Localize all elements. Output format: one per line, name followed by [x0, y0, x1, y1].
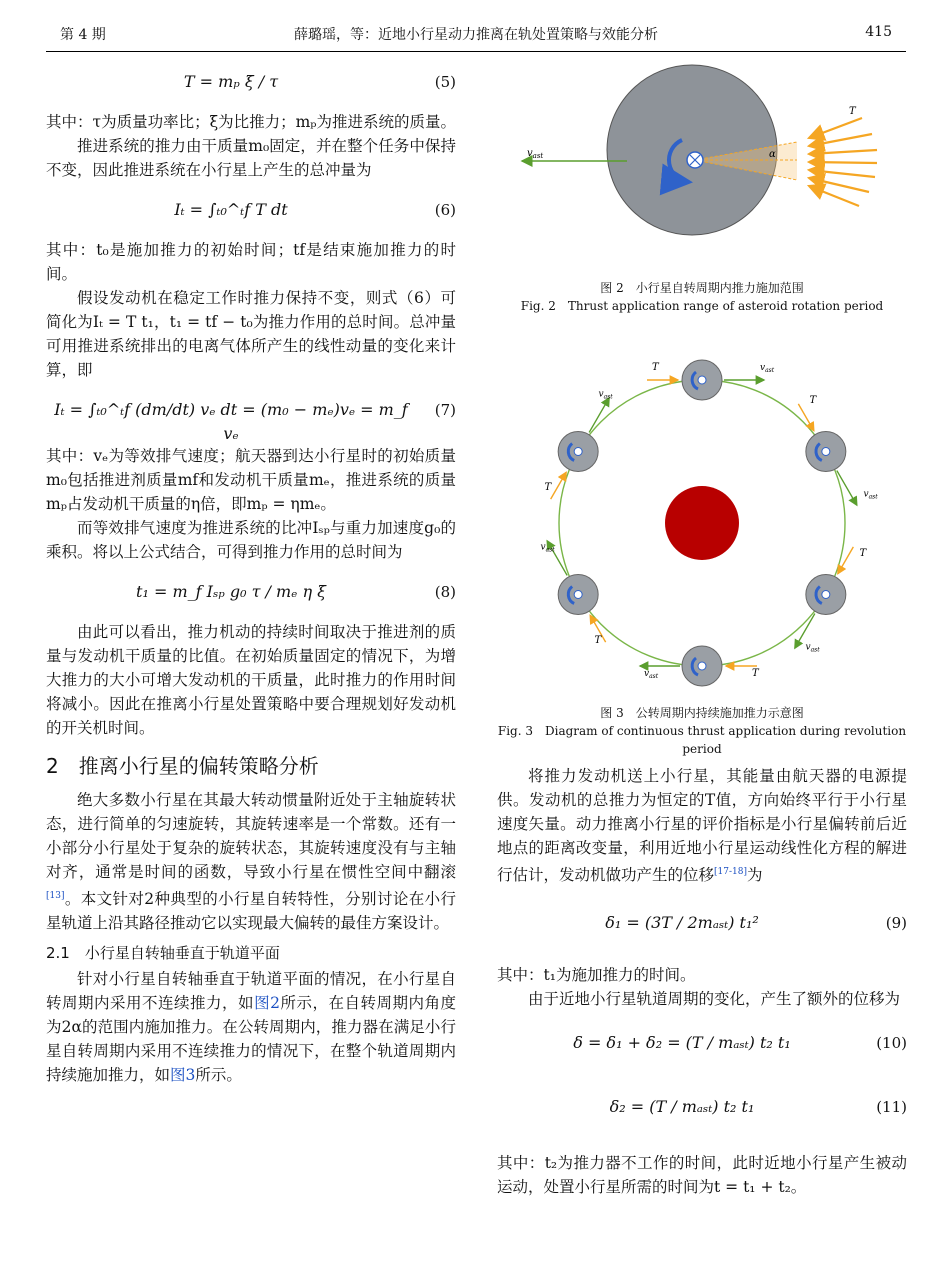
equation-8-formula: t₁ = m_f Iₛₚ g₀ τ / mₑ η ξ: [136, 582, 326, 601]
velocity-label: $v_{ast}$: [644, 669, 659, 680]
thrust-label: T: [652, 362, 659, 373]
text-span: 所示，在自转周期内角度为2α的范围内施加推力。在公转周期内，推力器在满足小行星自转周期内采用不连续推力的情况下，在整个轨道周期内持续施加推力，如: [46, 994, 456, 1085]
right-column: [497, 764, 907, 1199]
equation-7: [46, 390, 456, 443]
spacecraft-icon: [698, 376, 706, 384]
thrust-label: T: [594, 634, 602, 646]
section-heading: 2 推离小行星的偏转策略分析: [46, 754, 319, 778]
figure-3-caption-en: Fig. 3 Diagram of continuous thrust application during revolution period: [497, 724, 907, 756]
thrust-arrow: [798, 404, 814, 431]
equation-7-number: (7): [434, 401, 456, 419]
figure-3-diagram: [497, 340, 907, 700]
header-rule: [46, 51, 906, 52]
equation-5-formula: T = mₚ ξ / τ: [183, 72, 279, 91]
spacecraft-icon: [822, 591, 830, 599]
equation-6-number: (6): [434, 201, 456, 219]
paragraph: 其中：τ为质量功率比；ξ为比推力；mₚ为推进系统的质量。: [46, 113, 457, 131]
left-column: [46, 62, 456, 1087]
equation-10-formula: δ = δ₁ + δ₂ = (T / mₐₛₜ) t₂ t₁: [573, 1033, 791, 1053]
equation-9-formula: δ₁ = (3T / 2mₐₛₜ) t₁²: [605, 913, 759, 933]
paragraph: [497, 764, 907, 887]
velocity-label: $v_{ast}$: [805, 642, 820, 654]
velocity-arrow: [837, 471, 857, 506]
velocity-label: $v_{ast}$: [540, 542, 555, 554]
velocity-label: $v_{ast}$: [527, 148, 544, 160]
thrust-label: T: [859, 548, 867, 560]
paragraph: [46, 788, 456, 935]
figure-2-caption-cn: 图 2 小行星自转周期内推力施加范围: [600, 281, 804, 295]
paragraph: 推进系统的推力由干质量m₀固定，并在整个任务中保持不变，因此推进系统在小行星上产生的总冲量为: [46, 137, 456, 179]
paragraph: 其中：vₑ为等效排气速度；航天器到达小行星时的初始质量m₀包括推进剂质量mf和发动机干质量mₑ，推进系统的质量mₚ占发动机干质量的η倍，即mₚ = ηmₑ。: [46, 447, 456, 513]
equation-10-number: (10): [876, 1034, 907, 1053]
spacecraft-icon: [698, 662, 706, 670]
equation-5: [46, 62, 456, 102]
equation-6-formula: Iₜ = ∫ₜ₀^ₜf T dt: [174, 200, 288, 219]
paragraph: 其中：t₀是施加推力的初始时间；tf是结束施加推力的时间。: [46, 241, 456, 283]
equation-11: [497, 1087, 907, 1143]
equation-7-formula: Iₜ = ∫ₜ₀^ₜf (dm/dt) vₑ dt = (m₀ − mₑ)vₑ = m_f vₑ: [54, 400, 408, 443]
equation-5-number: (5): [434, 73, 456, 91]
figure-3-link[interactable]: 图3: [170, 1066, 196, 1085]
figure-2-link[interactable]: 图2: [254, 994, 280, 1013]
text-span: 绝大多数小行星在其最大转动惯量附近处于主轴旋转状态，进行简单的匀速旋转，其旋转速率是一个常数。还有一小部分小行星处于复杂的旋转状态，其旋转速度没有与主轴对齐，通常是时间的函数，导致小行星在惯性空间中翻滚: [46, 791, 456, 881]
page-number: 415: [865, 24, 892, 40]
paragraph: [46, 967, 456, 1087]
text-span: 针对小行星自转轴垂直于轨道平面的情况，在小行星自转周期内采用不连续推力，如: [46, 970, 456, 1013]
text-span: 为: [746, 866, 763, 885]
equation-9: [497, 903, 907, 955]
sun: [665, 486, 739, 560]
figure-2-caption-en: Fig. 2 Thrust application range of asteroid rotation period: [520, 299, 884, 313]
subsection-heading: 2.1 小行星自转轴垂直于轨道平面: [46, 944, 280, 963]
figure-2: [497, 60, 907, 315]
alpha-label: α: [769, 149, 776, 160]
equation-6: [46, 190, 456, 230]
thrust-arrows: [809, 118, 877, 206]
figure-2-diagram: [497, 60, 907, 275]
paragraph: 假设发动机在稳定工作时推力保持不变，则式（6）可简化为Iₜ = T t₁，t₁ = tf − t₀为推力作用的总时间。总冲量可用推进系统排出的电离气体所产生的线性动量的变化来计算，即: [46, 289, 456, 379]
equation-11-number: (11): [876, 1098, 907, 1117]
velocity-label: $v_{ast}$: [598, 389, 613, 401]
equation-8-number: (8): [434, 583, 456, 601]
running-title: 薛璐瑶，等：近地小行星动力推离在轨处置策略与效能分析: [294, 27, 658, 43]
paragraph: 其中：t₂为推力器不工作的时间，此时近地小行星产生被动运动，处置小行星所需的时间为t = t₁ + t₂。: [497, 1154, 907, 1197]
paragraph: 而等效排气速度为推进系统的比冲Iₛₚ与重力加速度g₀的乘积。将以上公式结合，可得到推力作用的总时间为: [46, 519, 456, 561]
issue-number: 第 4 期: [60, 27, 106, 43]
equation-11-formula: δ₂ = (T / mₐₛₜ) t₂ t₁: [609, 1097, 755, 1117]
thrust-label: T: [809, 395, 817, 407]
equation-8: [46, 572, 456, 612]
figure-3: [497, 340, 907, 756]
paragraph: 由此可以看出，推力机动的持续时间取决于推进剂的质量与发动机干质量的比值。在初始质量固定的情况下，为增大推力的大小可增大发动机的干质量，此时推力的作用时间将减小。因此在推离小行星处置策略中要合理规划好发动机的开关机时间。: [46, 623, 456, 737]
thrust-label: T: [752, 668, 759, 679]
text-span: 所示。: [195, 1066, 242, 1085]
figure-3-caption-cn: 图 3 公转周期内持续施加推力示意图: [600, 706, 804, 720]
paragraph: 由于近地小行星轨道周期的变化，产生了额外的位移为: [528, 990, 901, 1009]
equation-10: [497, 1023, 907, 1079]
velocity-label: $v_{ast}$: [863, 489, 878, 501]
equation-9-number: (9): [885, 914, 907, 933]
text-span: 将推力发动机送上小行星，其能量由航天器的电源提供。发动机的总推力为恒定的T值，方向始终平行于小行星速度矢量。动力推离小行星的评价指标是小行星偏转前后近地点的距离改变量，利用近地小行星运动线性化方程的解进行估计，发动机做功产生的位移: [497, 767, 907, 885]
thrust-label: T: [849, 106, 856, 117]
velocity-label: $v_{ast}$: [760, 363, 775, 374]
spacecraft-icon: [574, 591, 582, 599]
spacecraft-icon: [574, 448, 582, 456]
paragraph: 其中：t₁为施加推力的时间。: [497, 966, 696, 985]
text-span: 。本文针对2种典型的小行星自转特性，分别讨论在小行星轨道上沿其路径推动它以实现最大偏转的最佳方案设计。: [46, 890, 456, 933]
velocity-arrow: [589, 398, 609, 433]
citation-link[interactable]: [17-18]: [714, 867, 747, 877]
thrust-label: T: [544, 481, 552, 493]
citation-link[interactable]: [13]: [46, 891, 65, 901]
running-header: [46, 24, 906, 52]
spacecraft-icon: [822, 448, 830, 456]
